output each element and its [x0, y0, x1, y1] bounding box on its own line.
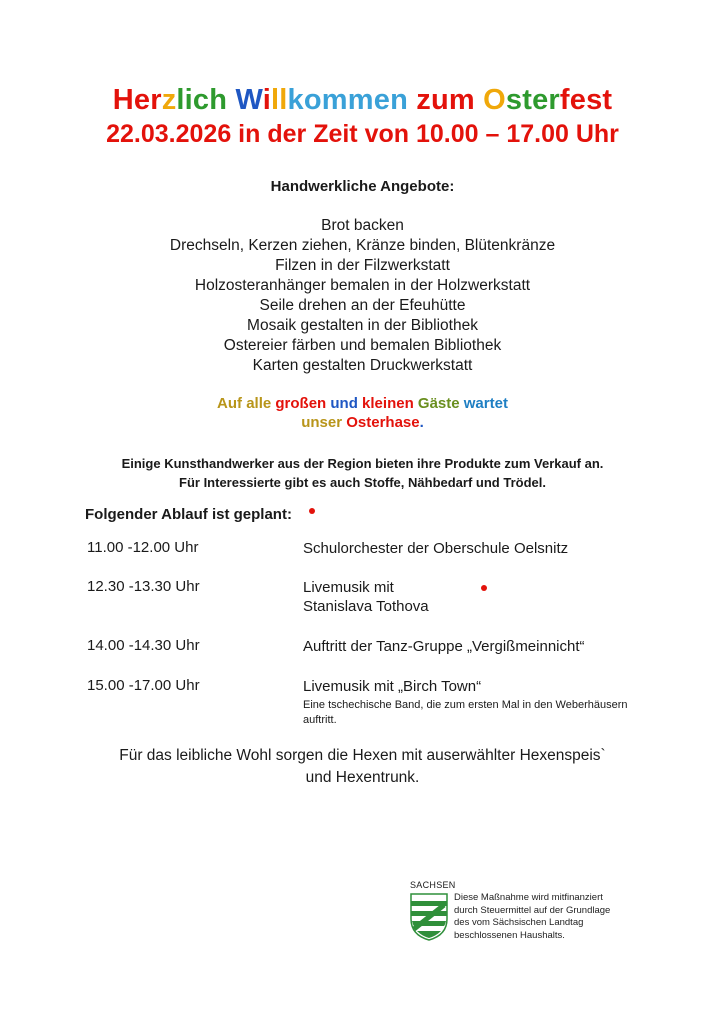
schedule-time: 15.00 -17.00 Uhr — [87, 677, 200, 694]
schedule-event-title: Schulorchester der Oberschule Oelsnitz — [303, 540, 569, 557]
title-segment: fest — [559, 84, 613, 116]
angebot-item: Karten gestalten Druckwerkstatt — [252, 357, 473, 374]
schedule-event-artist: Stanislava Tothova — [303, 598, 429, 615]
verpflegung-line-2: und Hexentrunk. — [305, 769, 420, 786]
angebot-item: Drechseln, Kerzen ziehen, Kränze binden, Blütenkränze — [169, 237, 556, 254]
kunsthandwerker-line-1: Einige Kunsthandwerker aus der Region bieten ihre Produkte zum Verkauf an. — [121, 456, 604, 471]
osterhase-note — [0, 394, 725, 432]
title-segment: r — [150, 84, 162, 116]
osterhase-segment: . — [419, 414, 424, 431]
schedule-event — [303, 677, 643, 728]
title-segment: O — [483, 84, 506, 116]
angebote-list — [0, 216, 725, 376]
schedule-event — [303, 539, 568, 558]
title-segment: kommen — [287, 84, 417, 116]
red-dot-mark — [309, 508, 315, 514]
funding-line: beschlossenen Haushalts. — [454, 929, 565, 941]
schedule-event-title: Livemusik mit — [303, 579, 394, 596]
funding-note — [454, 892, 610, 942]
sachsen-coat-of-arms-icon — [410, 893, 448, 946]
osterhase-line-1 — [0, 394, 725, 413]
schedule-time: 14.00 -14.30 Uhr — [87, 637, 200, 654]
funding-line: Diese Maßnahme wird mitfinanziert — [454, 892, 603, 903]
osterhase-segment: großen — [275, 395, 331, 412]
red-dot-mark — [481, 585, 487, 591]
event-date: 22.03.2026 in der Zeit von 10.00 – 17.00 Uhr — [106, 120, 619, 148]
osterhase-segment: Osterhase — [346, 414, 420, 431]
angebot-item: Brot backen — [321, 217, 404, 234]
funding-line: durch Steuermittel auf der Grundlage — [454, 904, 611, 916]
schedule-event-note: Eine tschechische Band, die zum ersten Mal in den Weberhäusern auftritt. — [303, 699, 628, 726]
angebot-item: Ostereier färben und bemalen Bibliothek — [223, 337, 502, 354]
title-segment: e — [133, 84, 151, 116]
kunsthandwerker-line-2: Für Interessierte gibt es auch Stoffe, Nähbedarf und Trödel. — [179, 475, 546, 490]
title-segment: ll — [271, 84, 288, 116]
osterhase-segment: unser — [301, 414, 347, 431]
schedule-event-title: Livemusik mit „Birch Town“ — [303, 678, 482, 695]
title-segment: H — [112, 84, 134, 116]
schedule-event-title: Auftritt der Tanz-Gruppe „Vergißmeinnicht“ — [303, 638, 585, 655]
title-segment: W — [235, 84, 263, 116]
angebot-item: Holzosteranhänger bemalen in der Holzwerkstatt — [194, 277, 531, 294]
title-segment: zum — [416, 84, 484, 116]
sachsen-label: SACHSEN — [410, 880, 456, 890]
osterhase-segment: Gäste — [417, 395, 464, 412]
title-segment: ster — [505, 84, 560, 116]
osterhase-segment: und — [330, 395, 363, 412]
verpflegung-note — [0, 745, 725, 789]
angebot-item: Filzen in der Filzwerkstatt — [275, 257, 450, 274]
ablauf-heading: Folgender Ablauf ist geplant: — [85, 506, 292, 523]
schedule-event — [303, 637, 585, 656]
title-segment: lich — [176, 84, 236, 116]
funding-line: des vom Sächsischen Landtag — [454, 917, 584, 928]
schedule-time: 12.30 -13.30 Uhr — [87, 578, 200, 595]
osterhase-segment: wartet — [463, 395, 508, 412]
kunsthandwerker-note — [0, 454, 725, 492]
osterhase-segment: Auf alle — [217, 395, 276, 412]
osterhase-segment: kleinen — [362, 395, 418, 412]
verpflegung-line-1: Für das leibliche Wohl sorgen die Hexen mit auserwählter Hexenspeis` — [119, 747, 606, 764]
title-segment: z — [161, 84, 177, 116]
schedule-event — [303, 578, 429, 616]
page-title — [0, 84, 725, 117]
osterhase-line-2 — [0, 413, 725, 432]
angebot-item: Mosaik gestalten in der Bibliothek — [247, 317, 478, 334]
angebote-heading: Handwerkliche Angebote: — [270, 178, 455, 195]
schedule-time: 11.00 -12.00 Uhr — [87, 539, 199, 556]
angebot-item: Seile drehen an der Efeuhütte — [259, 297, 466, 314]
title-segment: i — [262, 84, 272, 116]
